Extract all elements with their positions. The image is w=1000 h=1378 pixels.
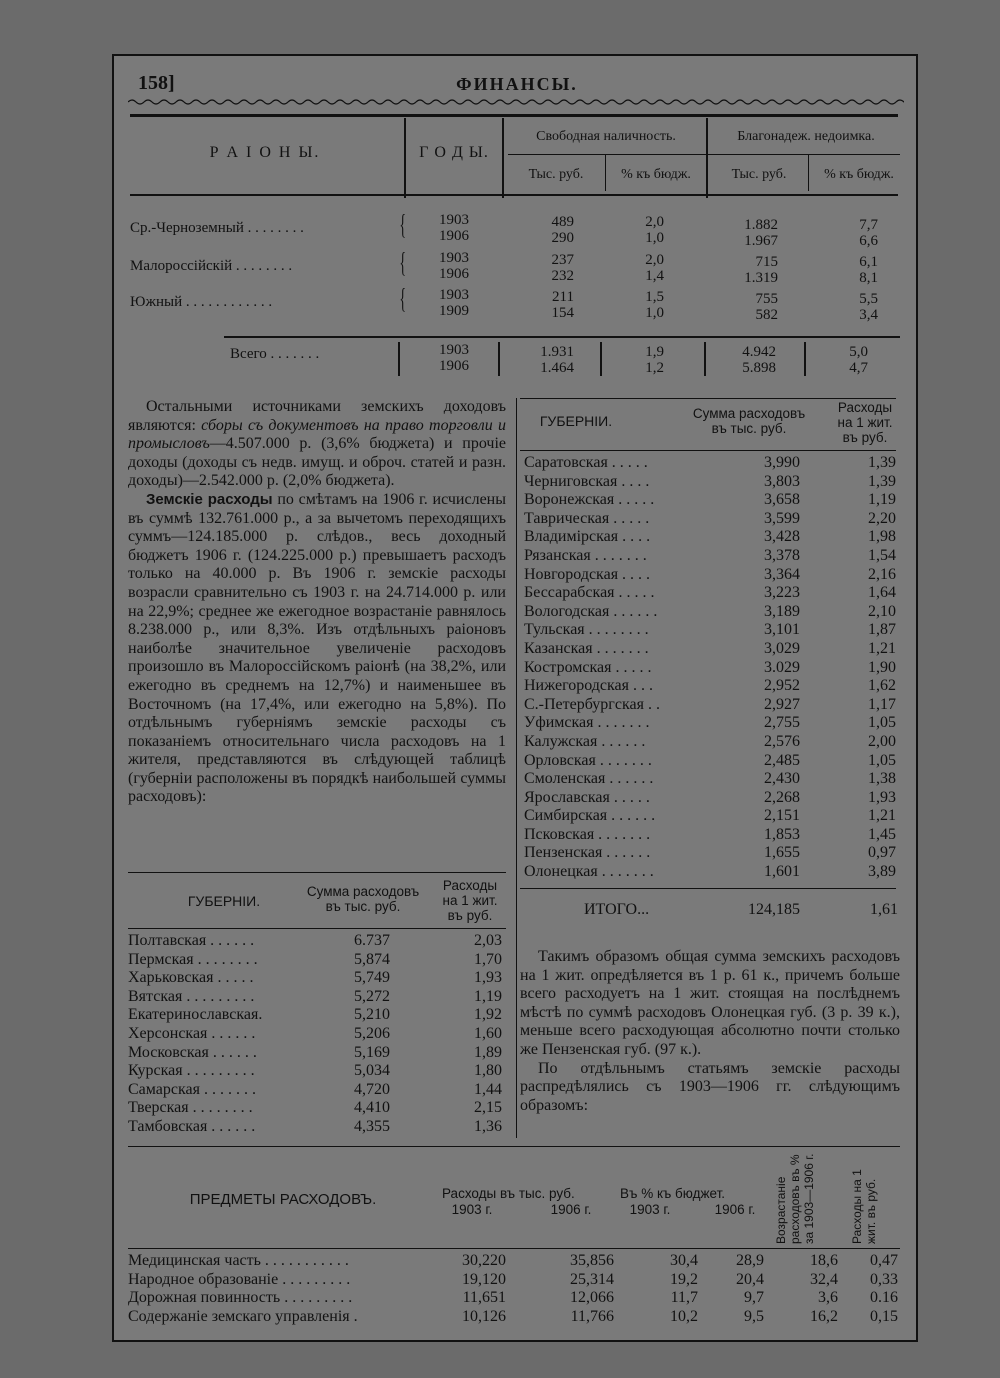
arrears-pct: 7,7 [859,217,878,233]
expense-sum: 3,428 [764,528,800,546]
expense-per-capita: 1,62 [868,677,896,695]
per-capita: 0.16 [870,1289,898,1307]
pct-1903: 19,2 [670,1270,698,1288]
expense-sum: 5,169 [354,1043,390,1061]
expense-per-capita: 1,19 [868,491,896,509]
page-title: ФИНАНСЫ. [456,74,578,94]
free-cash-value: 237 [551,252,574,268]
expense-sum: 1,601 [764,863,800,881]
total-label: Всего . . . . . . . [230,346,320,362]
table-row [128,969,506,988]
region-name: Малороссійскій . . . . . . . . [130,258,293,274]
arrears-value: 5.898 [742,360,776,376]
gubernia-name: Владимірская . . . . [524,528,651,546]
brace: { [399,210,407,241]
expense-per-capita: 1,44 [474,1080,502,1098]
gubernia-name: Костромская . . . . . [524,658,652,676]
table-row [128,932,506,951]
col-head-pct-budget: Въ % къ бюджет. [620,1186,726,1201]
expense-1906: 11,766 [570,1307,614,1325]
table-row [524,659,900,678]
gubernia-name: Уфимская . . . . . . . [524,714,650,732]
itogo-label: ИТОГО... [584,901,650,918]
col-head-year: 1906 г. [550,1202,592,1217]
expense-sum: 4,410 [354,1099,390,1117]
free-cash-value: 1.464 [540,360,574,376]
per-capita: 0,15 [870,1307,898,1325]
expense-per-capita: 1,39 [868,472,896,490]
col-head-year: 1906 г. [714,1202,756,1217]
year: 1906 [439,228,469,244]
expense-1903: 10,126 [462,1307,506,1325]
col-head-regions: Р А І О Н Ы. [209,144,321,161]
table-row [524,640,900,659]
col-head-year: 1903 г. [451,1202,493,1217]
table-row [524,752,900,771]
gubernii-list-left [128,932,506,1137]
year: 1903 [439,212,469,228]
gubernia-name: Казанская . . . . . . . [524,639,649,657]
gubernia-name: Нижегородская . . . [524,677,653,695]
expense-sum: 2,576 [764,732,800,750]
col-head-items: ПРЕДМЕТЫ РАСХОДОВЪ. [189,1191,377,1208]
year: 1909 [439,303,469,319]
paragraph: Такимъ образомъ общая сумма земскихъ расходовъ на 1 жит. опредѣляется въ 1 р. 61 к., причемъ больше всего расходуетъ на 1 жит. стоящая на послѣднемъ мѣстѣ по суммѣ расходовъ Олонецкая губ. (3 р. 39 к.), меньше всего расходующая абсолютно почти столько же Пензенская губ. (97 к.). [520,948,900,1058]
gubernia-name: Смоленская . . . . . . [524,770,654,788]
col-head-free-cash: Свободная наличность. [536,129,676,144]
gubernii-list-right [524,454,900,882]
gubernia-name: С.-Петербургская . . [524,695,660,713]
left-text [128,398,506,807]
table-row [524,714,900,733]
expense-per-capita: 1,90 [868,658,896,676]
expense-1906: 12,066 [570,1289,614,1307]
year: 1903 [439,342,469,358]
expense-per-capita: 1,89 [474,1043,502,1061]
col-head-sum: Сумма расходовъ въ тыс. руб. [306,884,420,914]
col-head-years: Г О Д Ы. [419,144,489,161]
arrears-value: 1.882 [744,217,778,233]
table-row [128,1062,506,1081]
table-row [128,1289,900,1308]
expense-sum: 3,029 [764,639,800,657]
expense-sum: 1,655 [764,844,800,862]
expense-sum: 3,803 [764,472,800,490]
expense-per-capita: 1,17 [868,695,896,713]
expense-item: Дорожная повинность . . . . . . . . . [128,1289,353,1307]
pct-1906: 20,4 [736,1270,764,1288]
expense-sum: 3,990 [764,454,800,471]
expense-item: Медицинская часть . . . . . . . . . . . [128,1252,349,1269]
growth-pct: 32,4 [810,1270,838,1288]
expense-per-capita: 1,21 [868,639,896,657]
arrears-pct: 3,4 [859,307,878,323]
table-row [128,988,506,1007]
expense-per-capita: 2,00 [868,732,896,750]
paragraph: Остальными источниками земскихъ доходовъ являются: сборы съ документовъ на право торговли и промысловъ—4.507.000 р. (3,6% бюджета) и прочіе доходы (доходы съ недв. имущ. и оброч. статей и разн. доходы)—2.542.000 р. (2,0% бюджета). [128,398,506,490]
expense-per-capita: 2,20 [868,509,896,527]
expense-per-capita: 1,70 [474,950,502,968]
expense-sum: 3,378 [764,546,800,564]
table-row [524,696,900,715]
expense-sum: 2,927 [764,695,800,713]
table-row [524,621,900,640]
free-cash-pct: 1,4 [645,268,664,284]
free-cash-pct: 2,0 [645,214,664,230]
table-row [524,733,900,752]
sub-head-pct-budget: % къ бюдж. [824,167,894,182]
year: 1903 [439,250,469,266]
table-row [524,510,900,529]
gubernia-name: Таврическая . . . . . [524,509,650,527]
table-row [524,807,900,826]
year: 1903 [439,287,469,303]
expense-1906: 35,856 [570,1252,614,1269]
table-row [524,603,900,622]
free-cash-pct: 2,0 [645,252,664,268]
expense-1903: 30,220 [462,1252,506,1269]
expense-sum: 5,874 [354,950,390,968]
expense-sum: 5,749 [354,969,390,987]
gubernia-name: Курская . . . . . . . . . [128,1062,255,1080]
itogo-sum: 124,185 [748,901,800,918]
col-head-arrears: Благонадеж. недоимка. [737,129,875,144]
expense-sum: 2,952 [764,677,800,695]
expense-per-capita: 1,60 [474,1024,502,1042]
table-row [524,454,900,473]
table-row [128,951,506,970]
free-cash-pct: 1,0 [645,230,664,246]
sub-head-pct-budget: % къ бюдж. [621,167,691,182]
expense-sum: 5,272 [354,987,390,1005]
right-text [520,948,900,1115]
table-row [128,1025,506,1044]
table-row [524,789,900,808]
table-row [128,1118,506,1137]
expense-sum: 3,658 [764,491,800,509]
expense-per-capita: 1,98 [868,528,896,546]
col-head-expenses: Расходы въ тыс. руб. [442,1186,575,1201]
arrears-value: 4.942 [742,344,776,360]
expense-per-capita: 2,03 [474,932,502,949]
gubernia-name: Новгородская . . . . [524,565,651,583]
table-row [524,491,900,510]
gubernia-name: Бессарабская . . . . . [524,584,655,602]
col-head-gubernii: ГУБЕРНІИ. [187,893,261,909]
growth-pct: 3,6 [818,1289,838,1307]
gubernia-name: Воронежская . . . . . [524,491,655,509]
arrears-pct: 4,7 [849,360,868,376]
table-row [524,547,900,566]
free-cash-value: 290 [551,230,574,246]
page-number: 158] [138,72,175,94]
arrears-pct: 6,6 [859,233,878,249]
arrears-pct: 6,1 [859,254,878,270]
table-row [524,863,900,882]
per-capita: 0,47 [870,1252,898,1269]
table-row [128,1252,900,1271]
free-cash-value: 211 [552,289,574,305]
paragraph: По отдѣльнымъ статьямъ земскіе расходы распредѣлялись съ 1903—1906 гг. слѣдующимъ образомъ: [520,1059,900,1114]
free-cash-pct: 1,5 [645,289,664,305]
table-row [524,826,900,845]
expense-per-capita: 1,05 [868,714,896,732]
expense-per-capita: 2,10 [868,602,896,620]
expense-sum: 3,364 [764,565,800,583]
expense-per-capita: 1,80 [474,1062,502,1080]
gubernia-name: Полтавская . . . . . . [128,932,255,949]
expense-sum: 2,430 [764,770,800,788]
arrears-value: 715 [755,254,778,270]
table-row [128,1099,506,1118]
brace: { [399,284,407,315]
expense-1903: 19,120 [462,1270,506,1288]
expense-per-capita: 1,64 [868,584,896,602]
expense-1906: 25,314 [570,1270,614,1288]
gubernia-name: Олонецкая . . . . . . . [524,863,654,881]
expense-per-capita: 2,15 [474,1099,502,1117]
expense-sum: 3,223 [764,584,800,602]
expense-sum: 4,720 [354,1080,390,1098]
gubernia-name: Калужская . . . . . . [524,732,646,750]
expense-sum: 3,189 [764,602,800,620]
col-head-growth: Возрастаніе расходовъ въ % за 1903—1906 г. [774,1153,816,1244]
gubernia-name: Саратовская . . . . . [524,454,648,471]
expense-per-capita: 1,19 [474,987,502,1005]
expense-item: Народное образованіе . . . . . . . . . [128,1270,351,1288]
gubernia-name: Вятская . . . . . . . . . [128,987,255,1005]
expense-sum: 3.029 [764,658,800,676]
table-row [128,1044,506,1063]
free-cash-pct: 1,9 [645,344,664,360]
expense-per-capita: 1,38 [868,770,896,788]
pct-1903: 10,2 [670,1307,698,1325]
arrears-pct: 5,5 [859,291,878,307]
header-ornament [128,98,904,106]
expense-per-capita: 1,93 [474,969,502,987]
year: 1906 [439,266,469,282]
itogo-per-capita: 1,61 [870,901,898,918]
pct-1903: 11,7 [670,1289,698,1307]
table-row [524,677,900,696]
expense-sum: 3,101 [764,621,800,639]
table-row [128,1081,506,1100]
gubernia-name: Тульская . . . . . . . . [524,621,649,639]
gubernia-name: Херсонская . . . . . . [128,1024,256,1042]
expense-1903: 11,651 [462,1289,506,1307]
expense-per-capita: 1,54 [868,546,896,564]
col-head-year: 1903 г. [629,1202,671,1217]
table-row [524,566,900,585]
col-head-per-capita: Расходы на 1 жит. въ руб. [850,1169,878,1244]
brace: { [399,248,407,279]
gubernia-name: Черниговская . . . . [524,472,650,490]
pct-1906: 9,7 [744,1289,764,1307]
gubernia-name: Пермская . . . . . . . . [128,950,258,968]
arrears-pct: 8,1 [859,270,878,286]
gubernia-name: Вологодская . . . . . . [524,602,658,620]
table-row [524,528,900,547]
expense-sum: 4,355 [354,1117,390,1135]
expense-per-capita: 1,39 [868,454,896,471]
free-cash-value: 1.931 [540,344,574,360]
expense-sum: 2,268 [764,788,800,806]
expense-sum: 6.737 [354,932,390,949]
expense-sum: 2,755 [764,714,800,732]
expense-sum: 2,151 [764,807,800,825]
table-row [128,1308,900,1327]
page [112,54,918,1342]
col-head-per-capita: Расходы на 1 жит. въ руб. [442,878,498,923]
gubernia-name: Ярославская . . . . . [524,788,650,806]
expense-per-capita: 1,45 [868,825,896,843]
expense-per-capita: 1,92 [474,1006,502,1024]
region-name: Ср.-Черноземный . . . . . . . . [130,220,304,236]
arrears-value: 755 [755,291,778,307]
growth-pct: 18,6 [810,1252,838,1269]
sub-head-thousand-rub: Тыс. руб. [731,167,787,182]
gubernia-name: Тверская . . . . . . . . [128,1099,253,1117]
arrears-value: 1.319 [744,270,778,286]
gubernia-name: Рязанская . . . . . . . [524,546,647,564]
col-head-gubernii: ГУБЕРНІИ. [539,413,613,429]
expense-sum: 3,599 [764,509,800,527]
free-cash-pct: 1,2 [645,360,664,376]
expense-per-capita: 1,36 [474,1117,502,1135]
table-row [524,770,900,789]
pct-1906: 9,5 [744,1307,764,1325]
expense-item: Содержаніе земскаго управленія . [128,1307,358,1325]
table-row [128,1006,506,1025]
growth-pct: 16,2 [810,1307,838,1325]
paragraph: Земскіе расходы по смѣтамъ на 1906 г. исчислены въ суммѣ 132.761.000 р., а за вычетомъ переходящихъ суммъ—124.185.000 р. слѣдов., весь доходный бюджетъ 1906 г. (124.225.000 р.) превышаетъ расходъ только на 40.000 р. Въ 1906 г. земскіе расходы возрасли сравнительно съ 1903 г. на 24.714.000 р. или на 22,9%; среднее же ежегодное возрастаніе равнялось 8.238.000 р., или 8,3%. Изъ отдѣльныхъ раіоновъ наиболѣе значительное увеличеніе расходовъ произошло въ Малороссійскомъ раіонѣ (на 38,2%, или ежегодно въ среднемъ на 12,7%) и наименьшее въ Восточномъ (на 17,4%, или ежегодно на 5,8%). По отдѣльнымъ губерніямъ земскіе расходы съ показаніемъ относительнаго числа расходовъ на 1 жителя, представляются въ слѣдующей таблицѣ (губерніи расположены въ порядкѣ наибольшей суммы расходовъ): [128,490,506,806]
expense-sum: 5,206 [354,1024,390,1042]
free-cash-pct: 1,0 [645,305,664,321]
gubernia-name: Самарская . . . . . . . [128,1080,256,1098]
col-head-sum: Сумма расходовъ въ тыс. руб. [692,406,806,436]
sub-head-thousand-rub: Тыс. руб. [528,167,584,182]
expense-sum: 2,485 [764,751,800,769]
expenses-rows [128,1252,900,1326]
free-cash-value: 232 [551,268,574,284]
gubernia-name: Симбирская . . . . . . [524,807,656,825]
region-name: Южный . . . . . . . . . . . . [130,294,273,310]
col-head-per-capita: Расходы на 1 жит. въ руб. [837,400,893,445]
free-cash-value: 489 [551,214,574,230]
pct-1906: 28,9 [736,1252,764,1269]
table-row [524,844,900,863]
arrears-pct: 5,0 [849,344,868,360]
expense-per-capita: 1,93 [868,788,896,806]
gubernia-name: Тамбовская . . . . . . [128,1117,256,1135]
table-row [524,473,900,492]
gubernia-name: Московская . . . . . . [128,1043,257,1061]
per-capita: 0,33 [870,1270,898,1288]
year: 1906 [439,358,469,374]
free-cash-value: 154 [551,305,574,321]
table-row [128,1271,900,1290]
arrears-value: 582 [755,307,778,323]
expense-per-capita: 2,16 [868,565,896,583]
arrears-value: 1.967 [744,233,778,249]
expense-per-capita: 1,87 [868,621,896,639]
expense-per-capita: 3,89 [868,863,896,881]
expense-per-capita: 0,97 [868,844,896,862]
pct-1903: 30,4 [670,1252,698,1269]
expense-sum: 5,210 [354,1006,390,1024]
expense-per-capita: 1,05 [868,751,896,769]
gubernia-name: Орловская . . . . . . . [524,751,652,769]
gubernia-name: Харьковская . . . . . [128,969,254,987]
table-row [524,584,900,603]
gubernia-name: Екатеринославская. [128,1006,263,1024]
expense-sum: 1,853 [764,825,800,843]
expense-sum: 5,034 [354,1062,390,1080]
expense-per-capita: 1,21 [868,807,896,825]
gubernia-name: Псковская . . . . . . . [524,825,651,843]
gubernia-name: Пензенская . . . . . . [524,844,651,862]
